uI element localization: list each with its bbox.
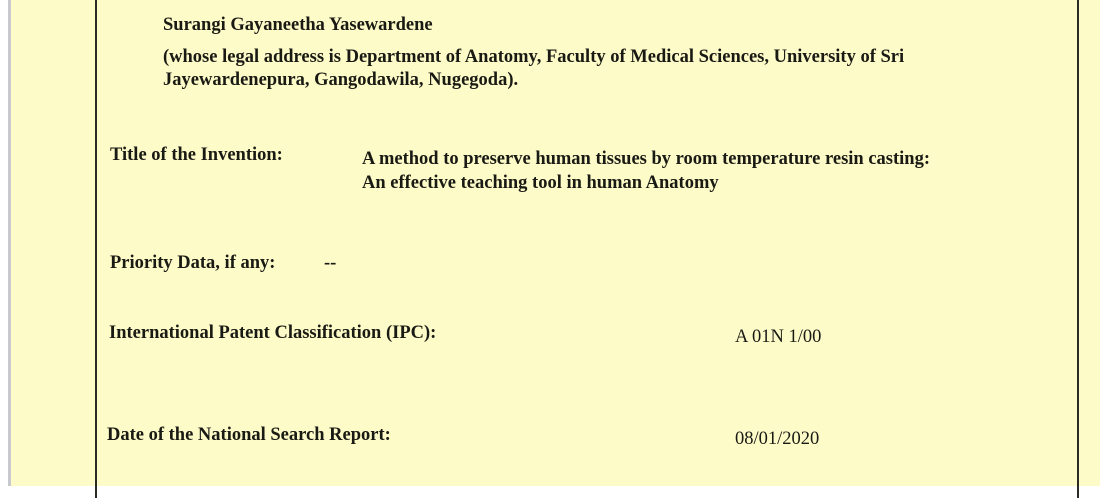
search-report-date-value: 08/01/2020: [735, 429, 820, 449]
applicant-address-line-2: Jayewardenepura, Gangodawila, Nugegoda).: [163, 70, 519, 90]
priority-data-value: --: [324, 253, 337, 273]
ipc-value: A 01N 1/00: [735, 327, 822, 347]
applicant-name: Surangi Gayaneetha Yasewardene: [163, 15, 433, 35]
search-report-date-label: Date of the National Search Report:: [107, 425, 391, 445]
ipc-label: International Patent Classification (IPC):: [109, 323, 437, 343]
invention-title-label: Title of the Invention:: [110, 145, 283, 165]
invention-title-line-2: An effective teaching tool in human Anatomy: [362, 173, 719, 193]
applicant-address-line-1: (whose legal address is Department of Anatomy, Faculty of Medical Sciences, University of Sri: [163, 47, 905, 67]
priority-data-label: Priority Data, if any:: [110, 253, 276, 273]
document-page: [8, 0, 1100, 486]
invention-title-line-1: A method to preserve human tissues by room temperature resin casting:: [362, 149, 930, 169]
